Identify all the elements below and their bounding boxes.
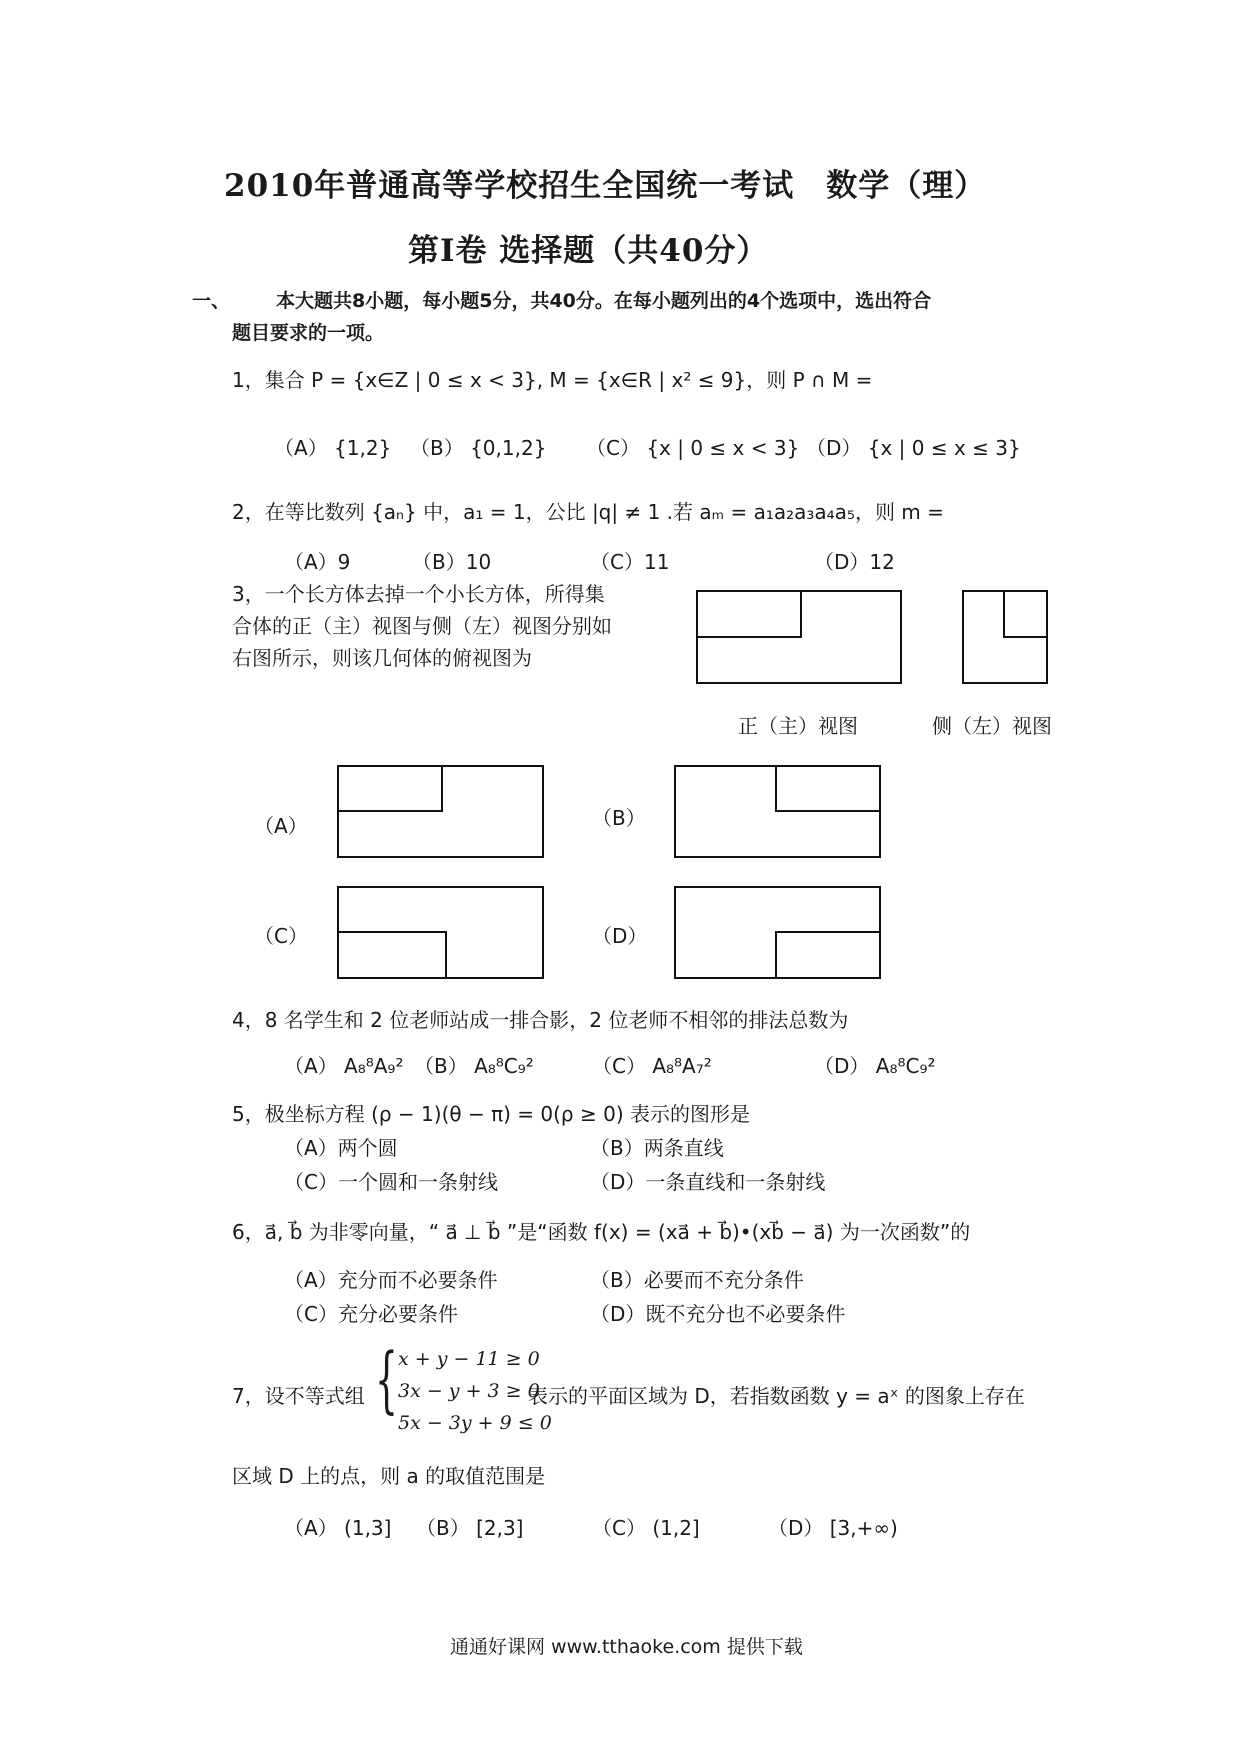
- q6-option-a: （A）充分而不必要条件: [284, 1268, 498, 1292]
- q4-option-b: （B） A₈⁸C₉²: [414, 1054, 534, 1078]
- q3-option-b-label: （B）: [592, 806, 646, 830]
- q7-suffix: 表示的平面区域为 D，若指数函数 y = aˣ 的图象上存在: [528, 1384, 1025, 1408]
- q4-option-d: （D） A₈⁸C₉²: [814, 1054, 936, 1078]
- q7-option-b: （B） [2,3]: [416, 1516, 524, 1540]
- section-instruction-line1: 本大题共8小题，每小题5分，共40分。在每小题列出的4个选项中，选出符合: [276, 290, 932, 312]
- q4-option-c: （C） A₈⁸A₇²: [592, 1054, 712, 1078]
- q1-stem: 1，集合 P = {x∈Z | 0 ≤ x < 3}, M = {x∈R | x² ≤ 9}，则 P ∩ M =: [232, 368, 873, 392]
- q3-stem-line3: 右图所示，则该几何体的俯视图为: [232, 646, 532, 670]
- q7-option-d: （D） [3,+∞): [768, 1516, 898, 1540]
- q5-option-d: （D）一条直线和一条射线: [590, 1170, 826, 1194]
- section-number: 一、: [192, 290, 231, 312]
- q2-option-c: （C）11: [590, 550, 670, 574]
- q1-option-b: （B） {0,1,2}: [410, 436, 547, 460]
- q5-option-b: （B）两条直线: [590, 1136, 724, 1160]
- q5-option-a: （A）两个圆: [284, 1136, 398, 1160]
- section-instruction-line2: 题目要求的一项。: [232, 322, 385, 344]
- side-view-caption: 侧（左）视图: [932, 714, 1052, 738]
- q2-option-b: （B）10: [412, 550, 492, 574]
- q5-option-c: （C）一个圆和一条射线: [284, 1170, 498, 1194]
- q3-option-a-label: （A）: [254, 814, 308, 838]
- q7-option-a: （A） (1,3]: [284, 1516, 392, 1540]
- q1-option-c: （C） {x | 0 ≤ x < 3}: [586, 436, 800, 460]
- q1-option-d: （D） {x | 0 ≤ x ≤ 3}: [806, 436, 1021, 460]
- q4-stem: 4，8 名学生和 2 位老师站成一排合影，2 位老师不相邻的排法总数为: [232, 1008, 849, 1032]
- q2-stem: 2，在等比数列 {aₙ} 中，a₁ = 1，公比 |q| ≠ 1 .若 aₘ = a₁a₂a₃a₄a₅，则 m =: [232, 500, 944, 524]
- front-view-caption: 正（主）视图: [738, 714, 858, 738]
- q6-option-d: （D）既不充分也不必要条件: [590, 1302, 846, 1326]
- q3-option-d-label: （D）: [592, 924, 648, 948]
- q4-option-a: （A） A₈⁸A₉²: [284, 1054, 404, 1078]
- q7-line2: 区域 D 上的点，则 a 的取值范围是: [232, 1464, 546, 1488]
- q6-option-c: （C）充分必要条件: [284, 1302, 458, 1326]
- exam-title: 2010年普通高等学校招生全国统一考试 数学（理）: [224, 168, 987, 204]
- q7-option-c: （C） (1,2]: [592, 1516, 700, 1540]
- q7-ineq-2: 3x − y + 3 ≥ 0: [398, 1380, 540, 1402]
- q5-stem: 5，极坐标方程 (ρ − 1)(θ − π) = 0(ρ ≥ 0) 表示的图形是: [232, 1102, 750, 1126]
- q3-stem-line2: 合体的正（主）视图与侧（左）视图分别如: [232, 614, 612, 638]
- footer-text: 通通好课网 www.tthaoke.com 提供下载: [450, 1636, 803, 1658]
- q7-ineq-3: 5x − 3y + 9 ≤ 0: [398, 1412, 552, 1434]
- q2-option-d: （D）12: [814, 550, 895, 574]
- q3-stem-line1: 3，一个长方体去掉一个小长方体，所得集: [232, 582, 605, 606]
- q7-brace: {: [375, 1337, 398, 1421]
- q7-prefix: 7，设不等式组: [232, 1384, 365, 1408]
- q3-option-c-label: （C）: [254, 924, 308, 948]
- section-subtitle: 第Ⅰ卷 选择题（共40分）: [408, 233, 769, 269]
- q6-stem: 6，a⃗, b⃗ 为非零向量，“ a⃗ ⊥ b⃗ ”是“函数 f(x) = (xa⃗ + b⃗)•(xb⃗ − a⃗) 为一次函数”的: [232, 1220, 971, 1244]
- q7-ineq-1: x + y − 11 ≥ 0: [398, 1348, 540, 1370]
- q2-option-a: （A）9: [284, 550, 351, 574]
- q6-option-b: （B）必要而不充分条件: [590, 1268, 804, 1292]
- q1-option-a: （A） {1,2}: [274, 436, 392, 460]
